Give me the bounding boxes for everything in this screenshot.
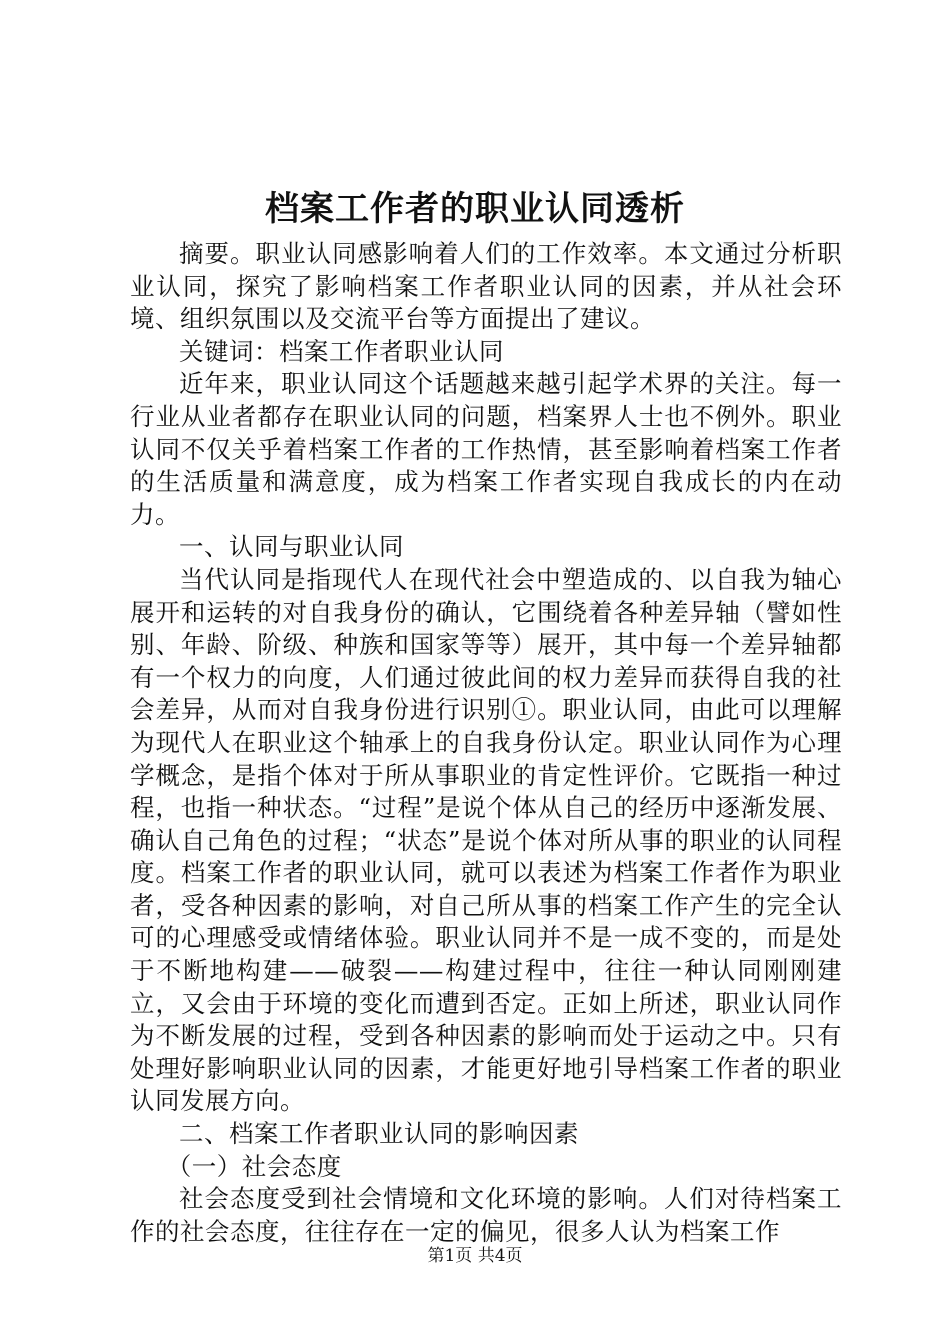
abstract-paragraph: 摘要。职业认同感影响着人们的工作效率。本文通过分析职业认同，探究了影响档案工作者职业认同的因素，并从社会环境、组织氛围以及交流平台等方面提出了建议。 (130, 239, 842, 334)
section-heading-2: 二、档案工作者职业认同的影响因素 (179, 1119, 579, 1149)
section-heading-1: 一、认同与职业认同 (179, 532, 404, 562)
intro-paragraph: 近年来，职业认同这个话题越来越引起学术界的关注。每一行业从业者都存在职业认同的问题，档案界人士也不例外。职业认同不仅关乎着档案工作者的工作热情，甚至影响着档案工作者的生活质量和满意度，成为档案工作者实现自我成长的内在动力。 (130, 369, 842, 529)
body-paragraph: 当代认同是指现代人在现代社会中塑造成的、以自我为轴心展开和运转的对自我身份的确认，它围绕着各种差异轴（譬如性别、年龄、阶级、种族和国家等等）展开，其中每一个差异轴都有一个权力的向度，人们通过彼此间的权力差异而获得自我的社会差异，从而对自我身份进行识别①。职业认同，由此可以理解为现代人在职业这个轴承上的自我身份认定。职业认同作为心理学概念，是指个体对于所从事职业的肯定性评价。它既指一种过程，也指一种状态。“过程”是说个体从自己的经历中逐渐发展、确认自己角色的过程；“状态”是说个体对所从事的职业的认同程度。档案工作者的职业认同，就可以表述为档案工作者作为职业者，受各种因素的影响，对自己所从事的档案工作产生的完全认可的心理感受或情绪体验。职业认同并不是一成不变的，而是处于不断地构建——破裂——构建过程中，往往一种认同刚刚建立，又会由于环境的变化而遭到否定。正如上所述，职业认同作为不断发展的过程，受到各种因素的影响而处于运动之中。只有处理好影响职业认同的因素，才能更好地引导档案工作者的职业认同发展方向。 (130, 564, 842, 1116)
document-title: 档案工作者的职业认同透析 (265, 189, 685, 229)
keywords-line: 关键词：档案工作者职业认同 (179, 336, 504, 366)
page-number-footer: 第1页 共4页 (427, 1246, 523, 1266)
document-body (130, 238, 842, 1248)
body-paragraph: 社会态度受到社会情境和文化环境的影响。人们对待档案工作的社会态度，往往存在一定的偏见，很多人认为档案工作 (130, 1184, 842, 1246)
subsection-heading-1: （一）社会态度 (166, 1151, 342, 1181)
